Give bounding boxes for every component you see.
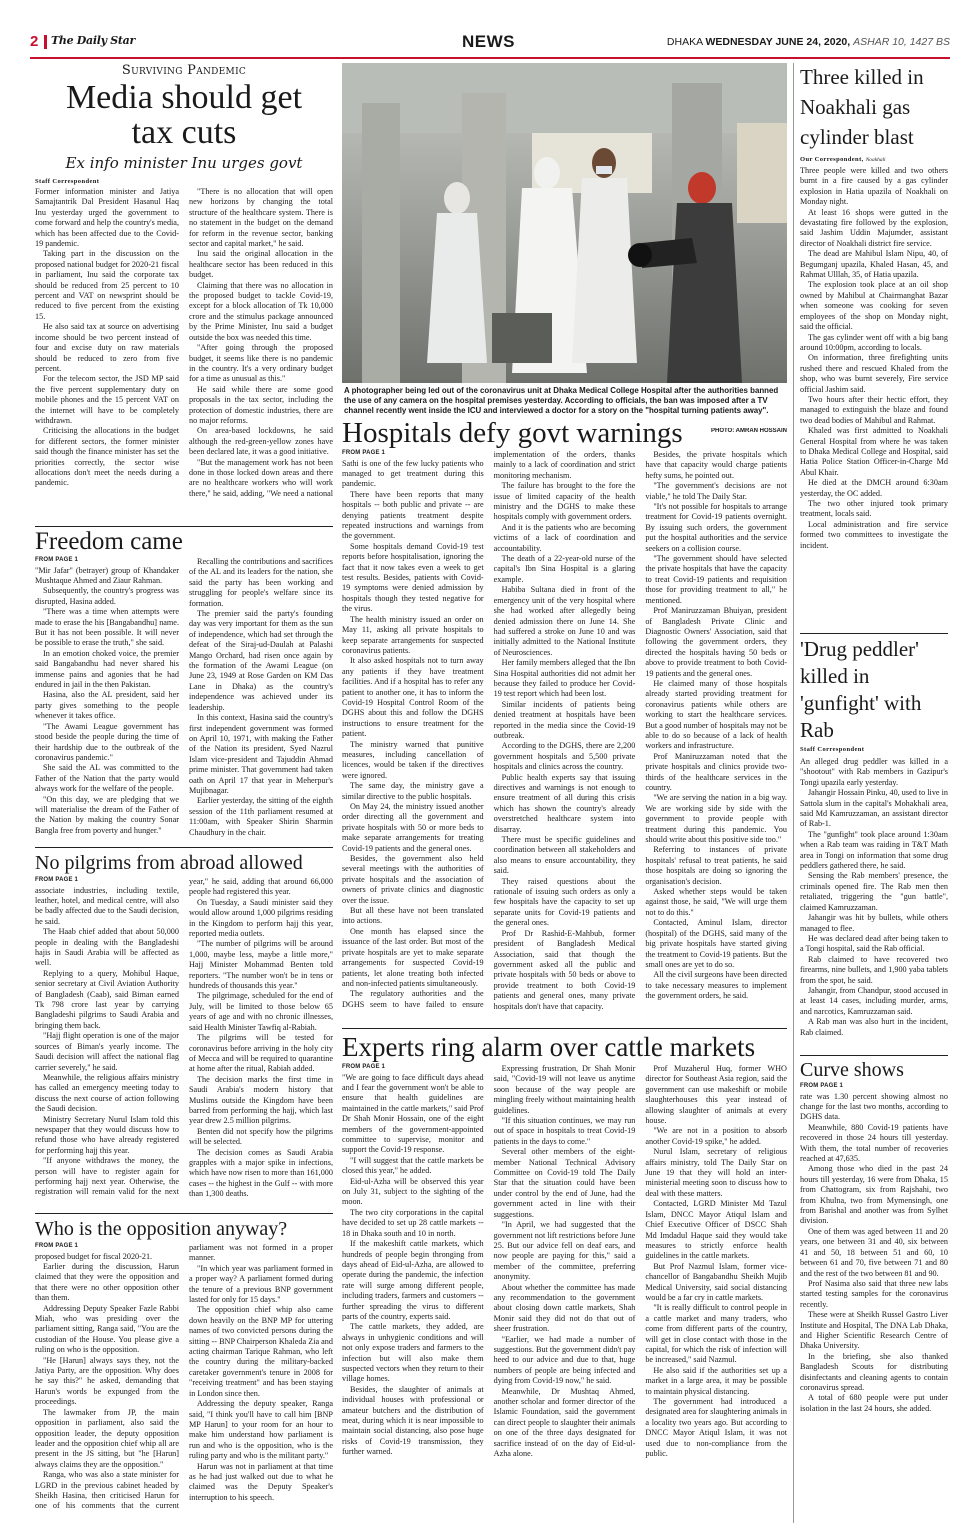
paragraph: Two hours after their hectic effort, they managed to extinguish the blaze and found two dead bodies of Mahibul and Rahmat. xyxy=(800,394,948,425)
paragraph: The lawmaker from JP, the main opposition in parliament, also said the opposition leader, the deputy opposition leader and the opposition chief whip all are present in the JS sitting, but "he [Harun] always claims they are the opposition." xyxy=(35,1407,179,1469)
paragraph: One month has elapsed since the issuance of the last order. But most of the private hospitals are yet to make separate arrangements for suspected Covid-19 patients, let alone treating both infected and non-infected patients simultaneously. xyxy=(342,926,484,988)
article-body xyxy=(35,187,333,507)
paragraph: "He [Harun] always says they, not the Jatiya Party, are the opposition. Why does he say this?" he asked, demanding that Harun's words be expunged from the proceedings. xyxy=(35,1355,179,1407)
paragraph: He was declared dead after being taken to a Tongi hospital, said the Rab official. xyxy=(800,933,948,954)
paragraph: One of them was aged between 11 and 20 years, one between 31 and 40, six between 41 and 50, 18 between 51 and 60, 10 between 61 and 70, five between 71 and 80 and the rest of the two between 81 and 90. xyxy=(800,1226,948,1278)
paragraph: The decision marks the first time in Saudi Arabia's modern history that Muslims outside the Kingdom have been barred from performing the hajj, which last year drew 2.5 million pilgrims. xyxy=(189,1074,333,1126)
byline-place: Noakhali xyxy=(865,157,886,163)
paragraph: Sensing the Rab members' presence, the criminals opened fire. The Rab men then retaliated, triggering the "gun battle", claimed Kamruzzaman. xyxy=(800,871,948,912)
paragraph: The same day, the ministry gave a similar directive to the public hospitals. xyxy=(342,781,484,801)
freedom-article xyxy=(35,528,333,846)
paragraph: Asked whether steps would be taken against those, he said, "We will urge them not to do this." xyxy=(645,887,787,917)
paragraph: The decision comes as Saudi Arabia grapples with a major spike in infections, which have now risen to more than 161,000 cases -- the highest in the Gulf -- with more than 1,300 deaths. xyxy=(189,1147,333,1199)
paragraph: Recalling the contributions and sacrifices of the AL and its leaders for the nation, she said the party has been working and struggling for people's welfare since its formation. xyxy=(189,557,333,608)
paragraph: The explosion took place at an oil shop owned by Mahibul at Chairmanghat Bazar when someone was cooking for seven employees of the shop on Monday night, said the official. xyxy=(800,280,948,332)
paragraph: And it is the patients who are becoming victims of a lack of coordination and accountability. xyxy=(493,522,636,553)
paragraph: "The government should have selected the private hospitals that have the capacity to treat Covid-19 patients and requisition those for providing treatment to all," he mentioned. xyxy=(645,554,787,605)
photo-credit: PHOTO: AMRAN HOSSAIN xyxy=(710,428,787,434)
paragraph: Three people were killed and two others burnt in a fire caused by a gas cylinder explosion in Hatia upazila of Noakhali on Monday night. xyxy=(800,166,948,207)
paragraph: "But the management work has not been done in those locked down areas and there are no healthcare workers who will work there," he said, adding, "We need a national xyxy=(189,457,333,498)
paragraph: "In April, we had suggested that the government not lift restrictions before June 25. But our advice fell on deaf ears, and now people are paying for this," said a member of the committee, preferring anonymity. xyxy=(493,1220,636,1282)
paragraph: Earlier yesterday, the sitting of the eighth session of the 11th parliament resumed at 11:00am, with Speaker Shirin Sharmin Chaudhury in the chair. xyxy=(189,796,333,837)
paragraph: The Haab chief added that about 50,000 people in dealing with the Bangladeshi hajis in Saudi Arabia will be affected as well. xyxy=(35,927,179,968)
paragraph: It also asked hospitals not to turn away any patients if they have treatment facilities. And if a hospital has to refer any patient to another one, it has to inform the Covid-19 Hospital Control Room of the DGHS about this and follow the DGHS instructions to ensure treatment for the patient. xyxy=(342,656,484,739)
paragraph: Eid-ul-Azha will be observed this year on July 31, subject to the sighting of the moon. xyxy=(342,1176,484,1207)
paragraph: "The number of pilgrims will be around 1,000, maybe less, maybe a little more," Hajj Minister Mohammad Benten told reporters. "The number won't be in tens or hundreds of thousands this year." xyxy=(189,939,333,991)
paragraph: A total of 680 people were put under isolation in the last 24 hours, she added. xyxy=(800,1393,948,1413)
paragraph: But all these have not been translated into actions. xyxy=(342,906,484,926)
article-body xyxy=(800,166,948,551)
article-body xyxy=(35,877,333,1207)
byline xyxy=(800,156,948,163)
cattle-article xyxy=(342,1031,787,1523)
from-page-label: FROM PAGE 1 xyxy=(35,877,79,883)
paragraph: "If anyone withdraws the money, the person will have to register again for performing hajj next year. Otherwise, the registration will remain valid for the next year," he said, adding that around 66,000 people had registered this year. xyxy=(35,877,333,1197)
paragraph: On information, three firefighting units rushed there and rescued Khaled from the shop, who was burnt severely, Fire service official Jashim said. xyxy=(800,353,948,394)
paragraph: Prof Maniruzzaman noted that the private hospitals and clinics provide two-thirds of the healthcare services in the country. xyxy=(645,751,787,792)
paragraph: Rab claimed to have recovered two firearms, nine bullets, and 1,900 yaba tablets from the spot, he said. xyxy=(800,954,948,985)
paragraph: The two city corporations in the capital have decided to set up 28 cattle markets -- 18 in Dhaka south and 10 in north. xyxy=(342,1207,484,1238)
paragraph: The opposition chief whip also came down heavily on the BNP MP for uttering names of two convicted persons during the sitting -- BNP Chairperson Khaleda Zia and acting chairman Tarique Rahman, who left the country during the military-backed caretaker government's tenure in 2008 for "receiving treatment" and has been staying in London since then. xyxy=(189,1305,333,1398)
section-label: NEWS xyxy=(462,32,515,51)
paragraph: In the briefing, she also thanked Bangladesh Scouts for distributing disinfectants and cleaning agents to contain coronavirus spread. xyxy=(800,1351,948,1392)
paragraph: The pilgrims will be tested for coronavirus before arriving in the holy city of Mecca and will be required to quarantine at home after the ritual, Rabiah added. xyxy=(189,1033,333,1074)
paragraph: Sathi is one of the few lucky patients who managed to get treatment during this pandemic. xyxy=(342,458,484,489)
paragraph: Hasina, also the AL president, said her party gives something to the people whenever it takes office. xyxy=(35,690,179,721)
paragraph: The ministry warned that punitive measures, including cancellation of licences, would be taken if the directives were ignored. xyxy=(342,739,484,780)
byline-name: Our Correspondent, xyxy=(800,156,864,163)
headline: Curve shows xyxy=(800,1059,904,1081)
paragraph: Ranga, who was also a state minister for LGRD in the previous cabinet headed by Sheikh Hasina, then criticised Harun for one of his comments that the current parliament was not formed in a proper manner. xyxy=(35,1243,333,1511)
subhead: Ex info minister Inu urges govt xyxy=(65,154,303,172)
page-number: 2 xyxy=(30,33,39,50)
headline: Media should get tax cuts xyxy=(65,79,303,151)
paper-logo: The Daily Star xyxy=(51,34,136,47)
byline: Staff Correspondent xyxy=(800,746,865,753)
paragraph: They raised questions about the rationale of issuing such orders as only a few hospitals have the capacity to set up separate units for Covid-19 patients and the general ones. xyxy=(493,876,636,928)
paragraph: "If this situation continues, we may run out of space in hospitals to treat Covid-19 patients in the days to come." xyxy=(493,1116,636,1146)
article-body xyxy=(800,757,948,1038)
paragraph: Meanwhile, 880 Covid-19 patients have recovered in those 24 hours till yesterday. With them, the total number of recoveries reached at 47,635. xyxy=(800,1122,948,1164)
article-body xyxy=(342,1064,787,1519)
paragraph: On May 24, the ministry issued another order directing all the government and private hospitals with 50 or more beds to make separate arrangements for treating Covid-19 patients and the general ones. xyxy=(342,802,484,853)
from-page-label: FROM PAGE 1 xyxy=(342,450,386,456)
from-page-label: FROM PAGE 1 xyxy=(35,1243,79,1249)
paragraph: A Rab man was also hurt in the incident, Rab claimed. xyxy=(800,1017,948,1037)
paragraph: If the makeshift cattle markets, which hundreds of people begin thronging from days ahead of Eid-ul-Azha, are allowed to operate during the pandemic, the infection rate will surge among different people, including traders, farmers and customers -- further spreading the virus to different parts of the country, experts said. xyxy=(342,1239,484,1321)
paragraph: Jahangir, from Chandpur, stood accused in at least 14 cases, including murder, arms, and narcotics, Kamruzzaman said. xyxy=(800,985,948,1016)
paragraph: associate industries, including textile, leather, hotel, and medical centre, will also be badly affected due to the Saudi decision, he said. xyxy=(35,885,179,926)
paragraph: Addressing the deputy speaker, Ranga said, "I think you'll have to call him [BNP MP Harun] to your room for an hour to make him understand how parliament is run and who is the opposition, who is the ruling party and who is the militant party." xyxy=(189,1399,333,1461)
paragraph: The premier said the party's founding day was very important for them as the sun of independence, which had set through the defeat of the Siraj-ud-Daulah at Palashi Mango Orchard, had risen once again by the formation of the Awami League (on June 23, 1949 at Rose Garden on KM Das Lane in Dhaka) as the country's independence was achieved under its leadership. xyxy=(189,609,333,712)
article-body xyxy=(35,1243,333,1521)
paragraph: These were at Sheikh Russel Gastro Liver Institute and Hospital, The DNA Lab Dhaka, and Higher Scientific Research Centre of Dhaka University. xyxy=(800,1310,948,1351)
paragraph: "The government's decisions are not viable," he told The Daily Star. xyxy=(645,481,787,501)
paragraph: Nurul Islam, secretary of religious affairs ministry, told The Daily Star on June 19 that they will hold an inter-ministerial meeting soon to discuss how to deal with these matters. xyxy=(645,1147,787,1198)
paragraph: "Mir Jafar" (betrayer) group of Khandaker Mushtaque Ahmed and Ziaur Rahman. xyxy=(35,565,179,586)
kicker: Surviving Pandemic xyxy=(121,63,247,78)
paragraph: In an emotion choked voice, the premier said Bangabandhu had never shared his immense pains and agonies that he had endured in jail in the then Pakistan. xyxy=(35,648,179,690)
paragraph: "There was a time when attempts were made to erase the his [Bangabandhu] name. But it has not been possible. It will never be possible to erase the truth," she said. xyxy=(35,607,179,648)
paragraph: "It's not possible for hospitals to arrange treatment for Covid-19 patients overnight. By issuing such orders, the government put the hospital authorities and the service seekers on a collision course. xyxy=(645,502,787,553)
paragraph: The "gunfight" took place around 1:30am when a Rab team was raiding in T&T Math area in Tongi on information that some drug peddlers gathered there, he said. xyxy=(800,829,948,871)
paragraph: proposed budget for fiscal 2020-21. xyxy=(35,1251,153,1261)
paragraph: The death of a 22-year-old nurse of the capital's Ibn Sina Hospital is a glaring example. xyxy=(493,554,636,584)
paragraph: All the civil surgeons have been directed to take necessary measures to implement the government orders, he said. xyxy=(645,970,787,1001)
headline: Three killed in Noakhali gas cylinder blast xyxy=(800,65,924,149)
paragraph: Khaled was first admitted to Noakhali General Hospital from where he was taken to Dhaka Medical College and Hospital, said Hatia Police Station Officer-in-Charge Md Abul Khair. xyxy=(800,426,948,477)
paragraph: Jahangir Hossain Pinku, 40, used to live in Sattola slum in the capital's Mohakhali area, said Md Kamruzzaman, an assistant director of Rab-1. xyxy=(800,788,948,829)
media-article xyxy=(35,63,333,526)
from-page-label: FROM PAGE 1 xyxy=(35,557,79,563)
paragraph: Expressing frustration, Dr Shah Monir said, "Covid-19 will not leave us anytime soon because of the way people are mingling freely without maintaining health guidelines. xyxy=(493,1064,636,1115)
hospital-scene-image xyxy=(342,63,787,383)
paragraph: Prof Maniruzzaman Bhuiyan, president of Bangladesh Private Clinic and Diagnostic Owners' Association, said that following the government orders, they directed the hospitals having 50 beds or above to provide treatment to both Covid-19 patients and the general ones. xyxy=(645,606,787,678)
headline: Freedom came xyxy=(35,528,183,555)
paragraph: Claiming that there was no allocation in the proposed budget to tackle Covid-19, except for a block allocation of Tk 10,000 crore and the stimulus package announced by the Prime Minister, Inu said a budget outside the box was needed this time. xyxy=(189,280,333,342)
paragraph: Besides, the government also held several meetings with the authorities of private hospitals and the association of owners of private clinics and diagnostic over the issue. xyxy=(342,854,484,905)
news-photo xyxy=(342,63,787,383)
headline: 'Drug peddler' killed in 'gunfight' with Rab xyxy=(800,637,922,742)
paragraph: There have been reports that many hospitals -- both public and private -- are denying patients treatment despite repeated instructions and warnings from the government. xyxy=(342,489,484,541)
paragraph: Some hospitals demand Covid-19 test reports before hospitalisation, ignoring the fact that it now takes even a week to get test results. Besides, patients with Covid-19 symptoms were denied admission by hospitals though they tested negative for the virus. xyxy=(342,541,484,614)
paragraph: rate was 1.30 percent showing almost no change for the last two months, according to DGHS data. xyxy=(800,1091,948,1122)
paragraph: He died at the DMCH around 6:30am yesterday, the OC added. xyxy=(800,478,948,498)
paragraph: But Prof Nazmul Islam, former vice-chancellor of Bangabandhu Sheikh Mujib Medical University, said social distancing would be a far cry in cattle markets. xyxy=(645,1261,787,1302)
paragraph: "Earlier, we had made a number of suggestions. But the government didn't pay heed to our advice and due to that, huge numbers of people are being infected and dying from Covid-19 now," he said. xyxy=(493,1334,636,1386)
paragraph: Besides, the slaughter of animals at individual houses with professional or amateur butchers and the distribution of meat, during which it is near impossible to maintain social distancing, also pose huge risks of Covid-19 transmission, they further warned. xyxy=(342,1384,484,1457)
paragraph: Former information minister and Jatiya Samajtantrik Dal President Hasanul Haq Inu yesterday urged the government to come forward and help the country's media, which has been affected due to the Covid-19 pandemic. xyxy=(35,187,179,249)
paragraph: "It is really difficult to control people in a cattle market and many traders, who come from different parts of the country, will get in close contact with those in the capital, for which the risk of infection will be increased," said Nazmul. xyxy=(645,1303,787,1365)
article-body xyxy=(800,1083,948,1414)
paragraph: Prof Muzaherul Huq, former WHO director for Southeast Asia region, said the government can use makeshift or mobile slaughterhouses this year instead of allowing slaughter of animals at every house. xyxy=(645,1064,787,1126)
paragraph: "On this day, we are pledging that we will materialise the dream of the Father of the Nation by making the country Sonar Bangla free from poverty and hunger." xyxy=(35,794,179,835)
masthead xyxy=(30,30,950,56)
paragraph: In this context, Hasina said the country's first independent government was formed on April 10, 1971, with making the Father of the Nation its president, Syed Nazrul Islam vice-president and Tajuddin Ahmad prime minister. That government had taken oath on April 17 that year in Meherpur's Mujibnagar. xyxy=(189,713,333,795)
from-page-label: FROM PAGE 1 xyxy=(342,1064,386,1070)
paragraph: Habiba Sultana died in front of the emergency unit of the very hospital where she had worked after allegedly being denied admission there on June 14. She had suffered a stroke on June 10 and was initially admitted to the National Institute of Neurosciences. xyxy=(493,585,636,657)
noakhali-article xyxy=(800,62,948,630)
paragraph: Her family members alleged that the Ibn Sina Hospital authorities did not admit her because they failed to produce her Covid-19 test report which had been lost. xyxy=(493,658,636,699)
paragraph: The pilgrimage, scheduled for the end of July, will be limited to those below 65 years of age and with no chronic illnesses, said Health Minister Tawfiq al-Rabiah. xyxy=(189,991,333,1032)
article-body xyxy=(35,557,333,843)
paragraph: Jahangir was hit by bullets, while others managed to flee. xyxy=(800,913,948,933)
headline: Hospitals defy govt warnings xyxy=(342,417,683,449)
hospitals-article xyxy=(342,414,787,1026)
paragraph: Replying to a query, Mohibul Haque, senior secretary at Civil Aviation Authority of Bangladesh (Caab), said Biman earned Tk 798 crore last year by carrying Bangladeshi pilgrims to Saudi Arabia and bringing them back. xyxy=(35,968,179,1030)
paragraph: About whether the committee has made any recommendation to the government about closing down cattle markets, Shah Monir said they did not do that out of sheer frustration. xyxy=(493,1282,636,1334)
paragraph: "Hajj flight operation is one of the major sources of Biman's yearly income. The Saudi decision will affect the national flag carrier severely," he said. xyxy=(35,1031,179,1072)
paragraph: "After going through the proposed budget, it seems like there is no pandemic in the country. It's a very ordinary budget for a time as unusual as this." xyxy=(189,343,333,384)
paragraph: "In which year was parliament formed in a proper way? A parliament formed during the tenure of a previous BNP government lasted for only for 15 days." xyxy=(189,1263,333,1305)
paragraph: She said the AL was committed to the Father of the Nation that the party would always work for the welfare of the people. xyxy=(35,763,179,794)
dateline-bangla: ASHAR 10, 1427 BS xyxy=(853,36,950,48)
paragraph: He also said tax at source on advertising income should be two percent instead of four and excise duty on raw materials should be reduced to zero from five percent. xyxy=(35,322,179,373)
paragraph: The government had introduced a designated area for slaughtering animals in a locality two years ago. But according to DNCC Mayor Atiqul Islam, it was not used due to non-compliance from the public. xyxy=(645,1397,787,1459)
paragraph: Contacted, Aminul Islam, director (hospital) of the DGHS, said many of the big private hospitals have started giving the treatment to Covid-19 patients. But the small ones are yet to do so. xyxy=(645,918,787,969)
paragraph: Contacted, LGRD Minister Md Tazul Islam, DNCC Mayor Atiqul Islam and Chief Executive Officer of DSCC Shah Md Imdadul Haque said they would take measures to strictly enforce health guidelines in the cattle markets. xyxy=(645,1199,787,1261)
paragraph: According to the DGHS, there are 2,200 government hospitals and 5,500 private hospitals and clinics across the country. xyxy=(493,741,636,772)
headline: Experts ring alarm over cattle markets xyxy=(342,1032,756,1062)
paragraph: Meanwhile, the religious affairs ministry has called an emergency meeting today to discuss the next course of action following the Saudi decision. xyxy=(35,1072,179,1114)
paragraph: For the telecom sector, the JSD MP said the five percent supplementary duty on mobile phones and the 15 percent VAT on the internet will have to be completely withdrawn. xyxy=(35,374,179,425)
paragraph: Prof Nasima also said that three new labs started testing samples for the coronavirus recently. xyxy=(800,1278,948,1309)
pilgrims-article xyxy=(35,850,333,1210)
paragraph: "I will suggest that the cattle markets be closed this year," he added. xyxy=(342,1155,484,1176)
paragraph: The dead are Mahibul Islam Nipu, 40, of Begumganj upazila, Khaled Hasan, 45, and Rahmat Ulllah, 35, of Hatia upazila. xyxy=(800,249,948,280)
paragraph: Prof Dr Rashid-E-Mahbub, former president of Bangladesh Medical Association, said that though the government asked all the public and private hospitals with 50 beds or above to provide treatment to both Covid-19 patients and general ones, many private hospitals don't have that capacity. xyxy=(493,928,636,1011)
paragraph: Criticising the allocations in the budget for different sectors, the former minister said though the finance minister has set the priorities correctly, the sector wise allocations don't meet the needs during a pandemic. xyxy=(35,426,179,488)
paragraph: "There is no allocation that will open new horizons by changing the total structure of the healthcare system. There is no statement in the budget on the demand for reform in the revenue sector, banking sector and capital market," he said. xyxy=(189,187,333,249)
paragraph: He also said if the authorities set up a market in a large area, it may be possible to maintain physical distancing. xyxy=(645,1365,787,1396)
drug-article xyxy=(800,636,948,1054)
paragraph: Similar incidents of patients being denied treatment at hospitals have been reported in the media since the Covid-19 outbreak. xyxy=(493,699,636,740)
paragraph: At least 16 shops were gutted in the devastating fire followed by the explosion, said Jashim Uddin Majumder, assistant director of Noakhali district fire service. xyxy=(800,207,948,248)
paragraph: Benten did not specify how the pilgrims will be selected. xyxy=(189,1126,333,1147)
paragraph: "We are not in a position to absorb another Covid-19 spike," he added. xyxy=(645,1126,787,1146)
caption-text: A photographer being led out of the coronavirus unit at Dhaka Medical College Hospital after the authorities banned the use of any camera on the hospital premises yesterday. According to officials, the ban was imposed after a TV channel recently went inside the ICU and interviewed a doctor for a story on the "hospital turning patients away". xyxy=(344,386,779,416)
paragraph: Among those who died in the past 24 hours till yesterday, 16 were from Dhaka, 15 from Chattogram, six from Rajshahi, two from Khulna, two from Mymensingh, one from Barishal and another was from Sylhet division. xyxy=(800,1164,948,1226)
paragraph: "The Awami League government has stood beside the people during the time of their hardship due to the outbreak of the coronavirus pandemic." xyxy=(35,721,179,762)
dateline-city: DHAKA xyxy=(666,36,703,48)
paragraph: The health ministry issued an order on May 11, asking all private hospitals to keep separate arrangements for suspected coronavirus patients. xyxy=(342,614,484,655)
paragraph: The regulatory authorities and the DGHS seem to have failed to ensure implementation of the orders, thanks mainly to a lack of coordination and strict monitoring mechanism. xyxy=(342,450,636,1009)
paragraph: Public health experts say that issuing directives and warnings is not enough to ensure treatment of all during this crisis which has shown the country's already overstretched healthcare system into disarray. xyxy=(493,772,636,834)
paragraph: Ministry Secretary Nurul Islam told this newspaper that they would discuss how to refund those who have already registered for performing hajj this year. xyxy=(35,1114,179,1155)
paragraph: On area-based lockdowns, he said although the red-green-yellow zones have been declared late, it was a good initiative. xyxy=(189,426,333,457)
paragraph: "We are going to face difficult days ahead and I fear the government won't be able to ensure that health guidelines are maintained in the cattle markets," said Prof Dr Shah Monir Hossain, one of the eight members of the government-appointed committee to supervise, monitor and support the Covid-19 response. xyxy=(342,1072,484,1155)
paragraph: The gas cylinder went off with a big bang around 10:00pm, according to locals. xyxy=(800,332,948,352)
dateline-day: WEDNESDAY JUNE 24, 2020, xyxy=(705,36,851,48)
from-page-label: FROM PAGE 1 xyxy=(800,1083,844,1089)
paragraph: Several other members of the eight-member National Technical Advisory Committee on Covid-19 told The Daily Star that the situation could have been under control by the end of June, had the government acted in line with their suggestions. xyxy=(493,1147,636,1219)
paragraph: He said while there are some good proposals in the tax sector, including the protection of domestic industries, there are no major reforms. xyxy=(189,384,333,425)
paragraph: On Tuesday, a Saudi minister said they would allow around 1,000 pilgrims residing in the Kingdom to perform hajj this year, reported media outlets. xyxy=(189,897,333,939)
headline: No pilgrims from abroad allowed xyxy=(35,852,303,874)
paragraph: Harun was not in parliament at that time as he had just walked out due to what he claimed was the Deputy Speaker's interruption to his speech. xyxy=(189,1461,333,1502)
paragraph: Subsequently, the country's progress was disrupted, Hasina added. xyxy=(35,586,179,606)
paragraph: Meanwhile, Dr Mushtaq Ahmed, another scholar and former director of the Islamic Foundation, said the government can direct people to slaughter their animals on one of the three days designated for sacrifice instead of on the day of Eid-ul-Azha alone. xyxy=(493,1386,636,1459)
paragraph: Referring to instances of private hospitals' refusal to treat patients, he said those hospitals are doing so ignoring the organisation's decision. xyxy=(645,845,787,886)
paragraph: Taking part in the discussion on the proposed national budget for 2020-21 fiscal in parliament, Inu said the corporate tax should be reduced from 25 percent to 10 percent and VAT on newsprint should be reduced to five percent from the existing 15. xyxy=(35,249,179,321)
opposition-article xyxy=(35,1216,333,1523)
paragraph: He claimed many of those hospitals already started providing treatment for coronavirus patients while others are working to start the healthcare services. But a good number of hospitals may not be able to do so because of a lack of health workers and infrastructure. xyxy=(645,678,787,751)
paragraph: "We are serving the nation in a big way. We are working side by side with the government to provide people with treatment during this pandemic. You should write about this positive side too." xyxy=(645,793,787,845)
curve-article xyxy=(800,1058,948,1523)
paragraph: Besides, the private hospitals which have that capacity would charge patients hefty sums, he pointed out. xyxy=(645,450,787,480)
paragraph: Inu said the original allocation in the healthcare sector has been reduced in this budget. xyxy=(189,249,333,280)
paragraph: There must be specific guidelines and coordination between all stakeholders and also means to ensure accountability, they said. xyxy=(493,835,636,876)
paragraph: Earlier during the discussion, Harun claimed that they were the opposition and that there were no other opposition other than them. xyxy=(35,1262,179,1303)
headline: Who is the opposition anyway? xyxy=(35,1218,288,1240)
paragraph: The two other injured took primary treatment, locals said. xyxy=(800,499,948,519)
byline: Staff Correspondent xyxy=(35,178,100,185)
article-body xyxy=(342,450,787,1020)
paragraph: Local administration and fire service formed two committees to investigate the incident. xyxy=(800,519,948,550)
paragraph: Addressing Deputy Speaker Fazle Rabbi Miah, who was presiding over the parliament sitting, Ranga said, "You are the custodian of the House. You please give a ruling on who is the opposition. xyxy=(35,1303,179,1355)
paragraph: The failure has brought to the fore the issue of limited capacity of the health ministry and the DGHS to make these hospitals comply with government orders. xyxy=(493,481,636,522)
paragraph: An alleged drug peddler was killed in a "shootout" with Rab members in Gazipur's Tongi upazila early yesterday. xyxy=(800,757,948,787)
paragraph: The cattle markets, they added, are always in unhygienic conditions and will not only expose traders and farmers to the infection but will also make them suspected vectors when they return to their village homes. xyxy=(342,1322,484,1384)
